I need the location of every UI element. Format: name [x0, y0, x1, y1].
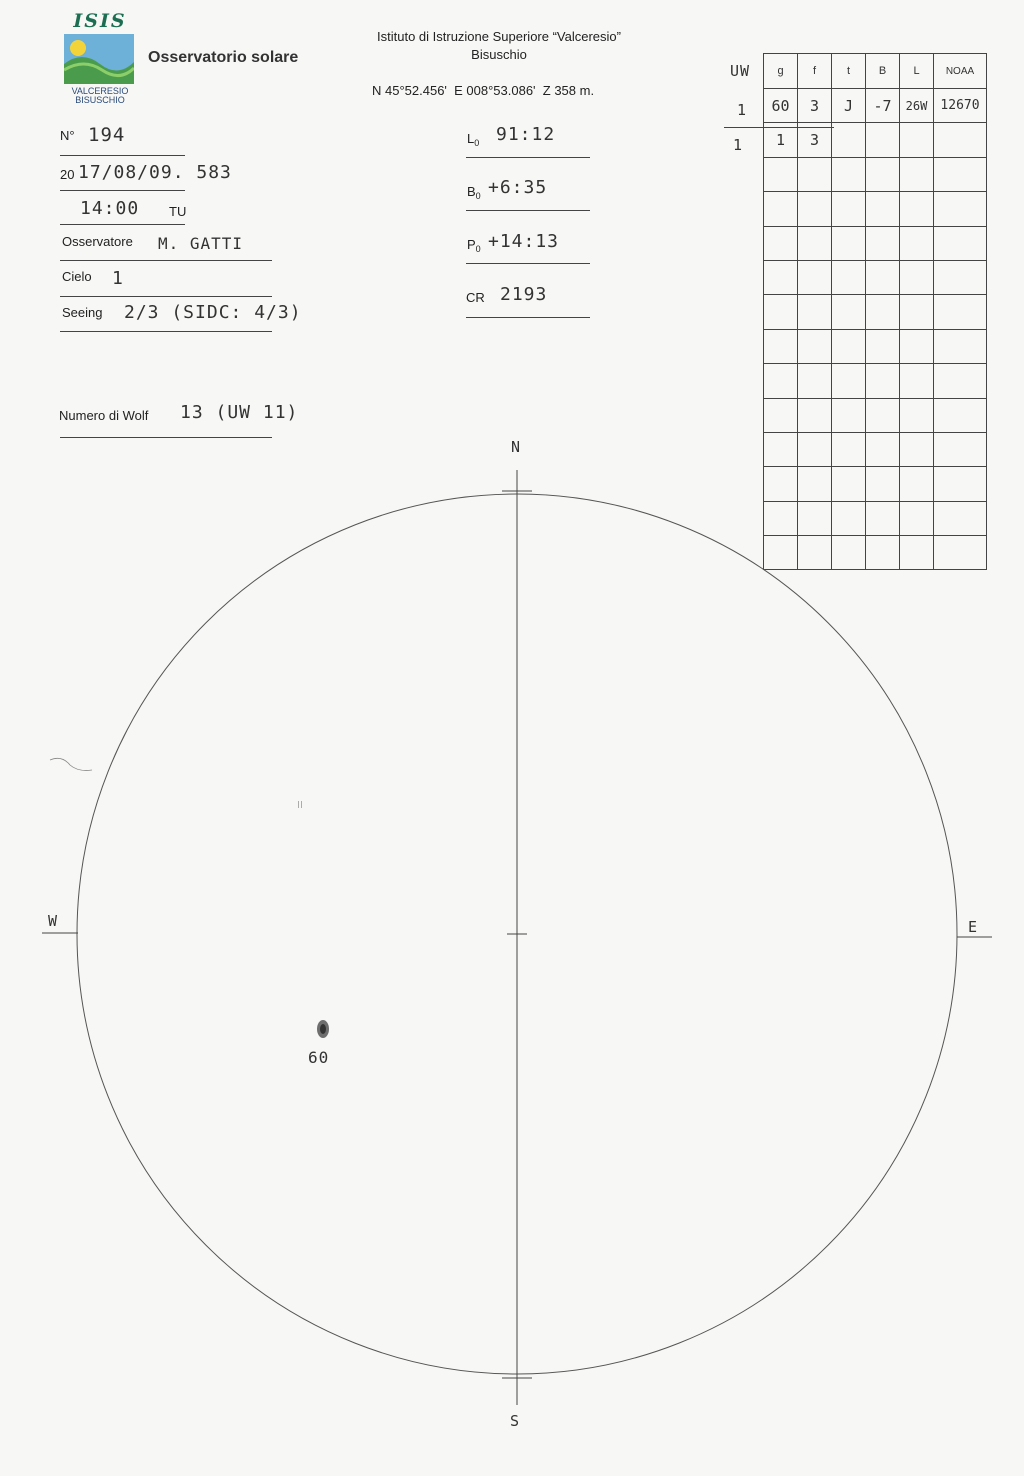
- sky-label: Cielo: [62, 269, 92, 284]
- pencil-scribble: [50, 758, 92, 770]
- number-label: N°: [60, 128, 75, 143]
- p0-subscript: 0: [475, 244, 481, 254]
- observatory-coordinates: N 45°52.456' E 008°53.086' Z 358 m.: [372, 83, 595, 98]
- faint-pencil-mark: II: [297, 800, 303, 811]
- direction-east: E: [968, 918, 979, 936]
- seeing-value: 2/3 (SIDC: 4/3): [124, 302, 302, 323]
- logo-sub-bisuschio: BISUSCHIO: [75, 95, 125, 105]
- time-value: 14:00: [80, 198, 140, 219]
- cell-t: J: [832, 89, 866, 123]
- sky-value: 1: [112, 268, 124, 289]
- sunspot-group-label: 60: [308, 1048, 330, 1067]
- col-t: t: [832, 54, 866, 89]
- logo-sub-valceresio: VALCERESIO: [71, 86, 129, 96]
- number-value: 194: [88, 124, 126, 146]
- cell-f: 3: [798, 89, 832, 123]
- col-noaa: NOAA: [934, 54, 987, 89]
- uw-header: UW: [730, 62, 751, 80]
- b0-value: +6:35: [488, 177, 548, 198]
- col-l: L: [900, 54, 934, 89]
- institute-name: Istituto di Istruzione Superiore “Valceresio”: [377, 29, 621, 44]
- col-g: g: [764, 54, 798, 89]
- uw-value-1: 1: [737, 101, 748, 119]
- col-f: f: [798, 54, 832, 89]
- observatory-title: Osservatorio solare: [148, 49, 299, 66]
- col-b: B: [866, 54, 900, 89]
- wolf-value: 13 (UW 11): [180, 402, 299, 423]
- p0-value: +14:13: [488, 231, 560, 252]
- direction-south: S: [510, 1412, 521, 1430]
- b0-subscript: 0: [475, 191, 481, 201]
- wolf-label: Numero di Wolf: [59, 408, 149, 423]
- direction-north: N: [511, 438, 522, 456]
- institute-town: Bisuschio: [471, 47, 527, 62]
- cr-value: 2193: [500, 284, 548, 305]
- cell-g: 60: [764, 89, 798, 123]
- l0-label: $L_0$: [467, 131, 480, 148]
- logo-wordmark: ISIS: [73, 10, 127, 32]
- observer-value: M. GATTI: [158, 234, 244, 253]
- date-value: 17/08/09. 583: [78, 162, 232, 183]
- cell-b: -7: [866, 89, 900, 123]
- b0-label: $B_0$: [467, 184, 481, 201]
- cell-l: 26W: [900, 89, 934, 123]
- l0-value: 91:12: [496, 124, 556, 145]
- p0-label: $P_0$: [467, 237, 481, 254]
- uw-value-2: 1: [733, 136, 744, 154]
- cr-label: CR: [466, 290, 485, 305]
- cell-f: 3: [798, 123, 832, 157]
- sunspot-umbra: [320, 1024, 326, 1034]
- observer-label: Osservatore: [62, 234, 133, 249]
- date-prefix: 20: [60, 167, 75, 182]
- cell-g: 1: [764, 123, 798, 157]
- direction-west: W: [48, 912, 59, 930]
- seeing-label: Seeing: [62, 305, 103, 320]
- time-unit: TU: [169, 204, 187, 219]
- l0-subscript: 0: [474, 138, 480, 148]
- cell-noaa: 12670: [934, 89, 987, 123]
